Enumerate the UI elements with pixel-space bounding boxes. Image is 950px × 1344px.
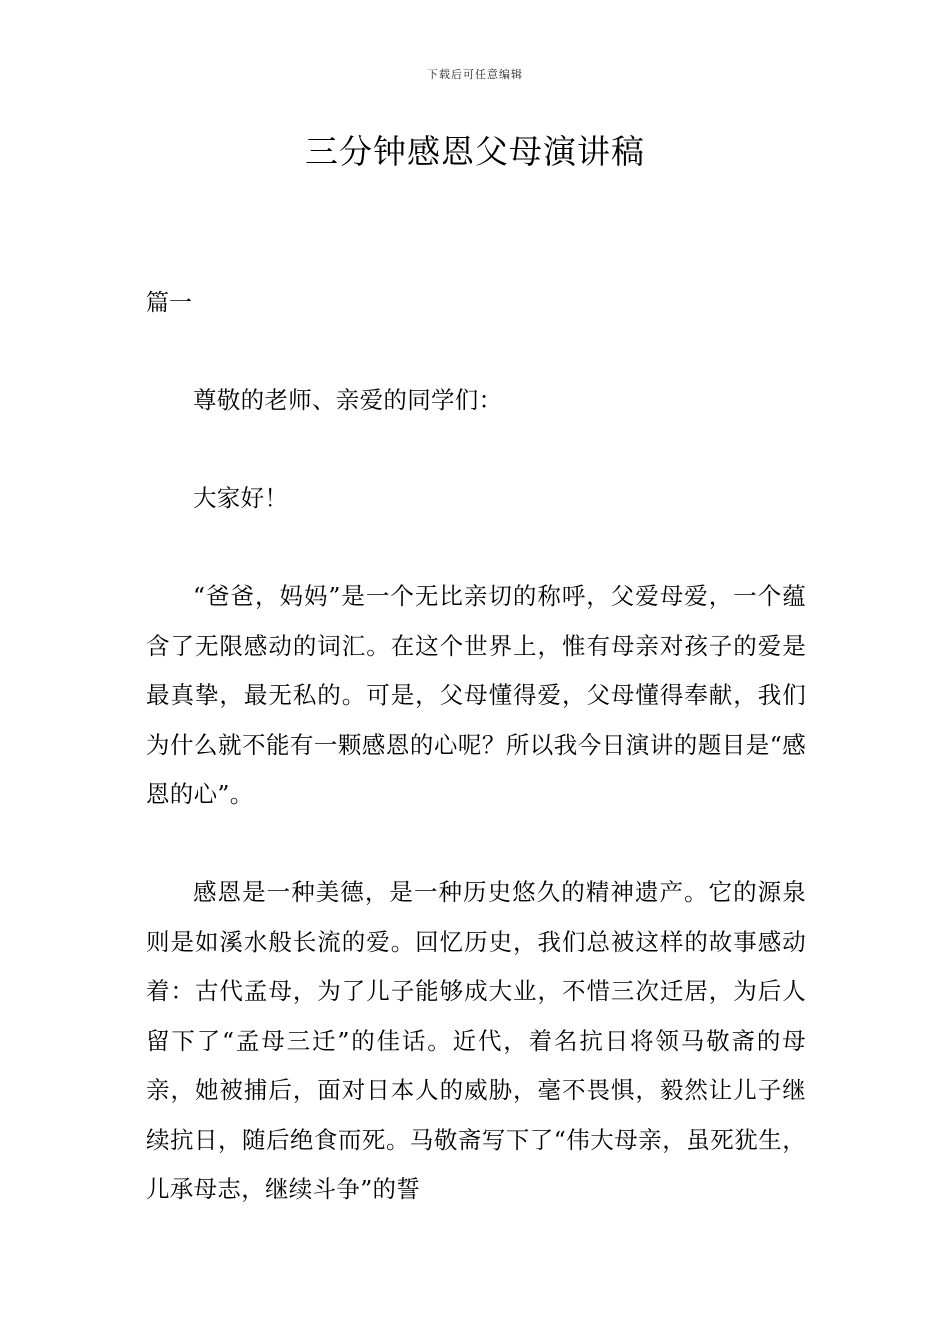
document-title: 三分钟感恩父母演讲稿	[305, 132, 645, 171]
paragraph-intro: “爸爸，妈妈”是一个无比亲切的称呼，父爱母爱，一个蕴含了无限感动的词汇。在这个世界上，惟有母亲对孩子的爱是最真挚，最无私的。可是，父母懂得爱，父母懂得奉献，我们为什么就不能有一颗感恩的心呢？所以我今日演讲的题目是“感恩的心”。	[146, 582, 806, 808]
header-note: 下载后可任意编辑	[427, 68, 523, 81]
paragraph-body: 感恩是一种美德，是一种历史悠久的精神遗产。它的源泉则是如溪水般长流的爱。回忆历史，我们总被这样的故事感动着：古代孟母，为了儿子能够成大业，不惜三次迁居，为后人留下了“孟母三迁”的佳话。近代，着名抗日将领马敬斋的母亲，她被捕后，面对日本人的威胁，毫不畏惧，毅然让儿子继续抗日，随后绝食而死。马敬斋写下了“伟大母亲，虽死犹生，儿承母志，继续斗争”的誓	[146, 878, 806, 1203]
paragraph-greeting: 尊敬的老师、亲爱的同学们：	[193, 386, 503, 414]
paragraph-hello: 大家好！	[193, 484, 289, 512]
section-label: 篇一	[146, 290, 192, 316]
